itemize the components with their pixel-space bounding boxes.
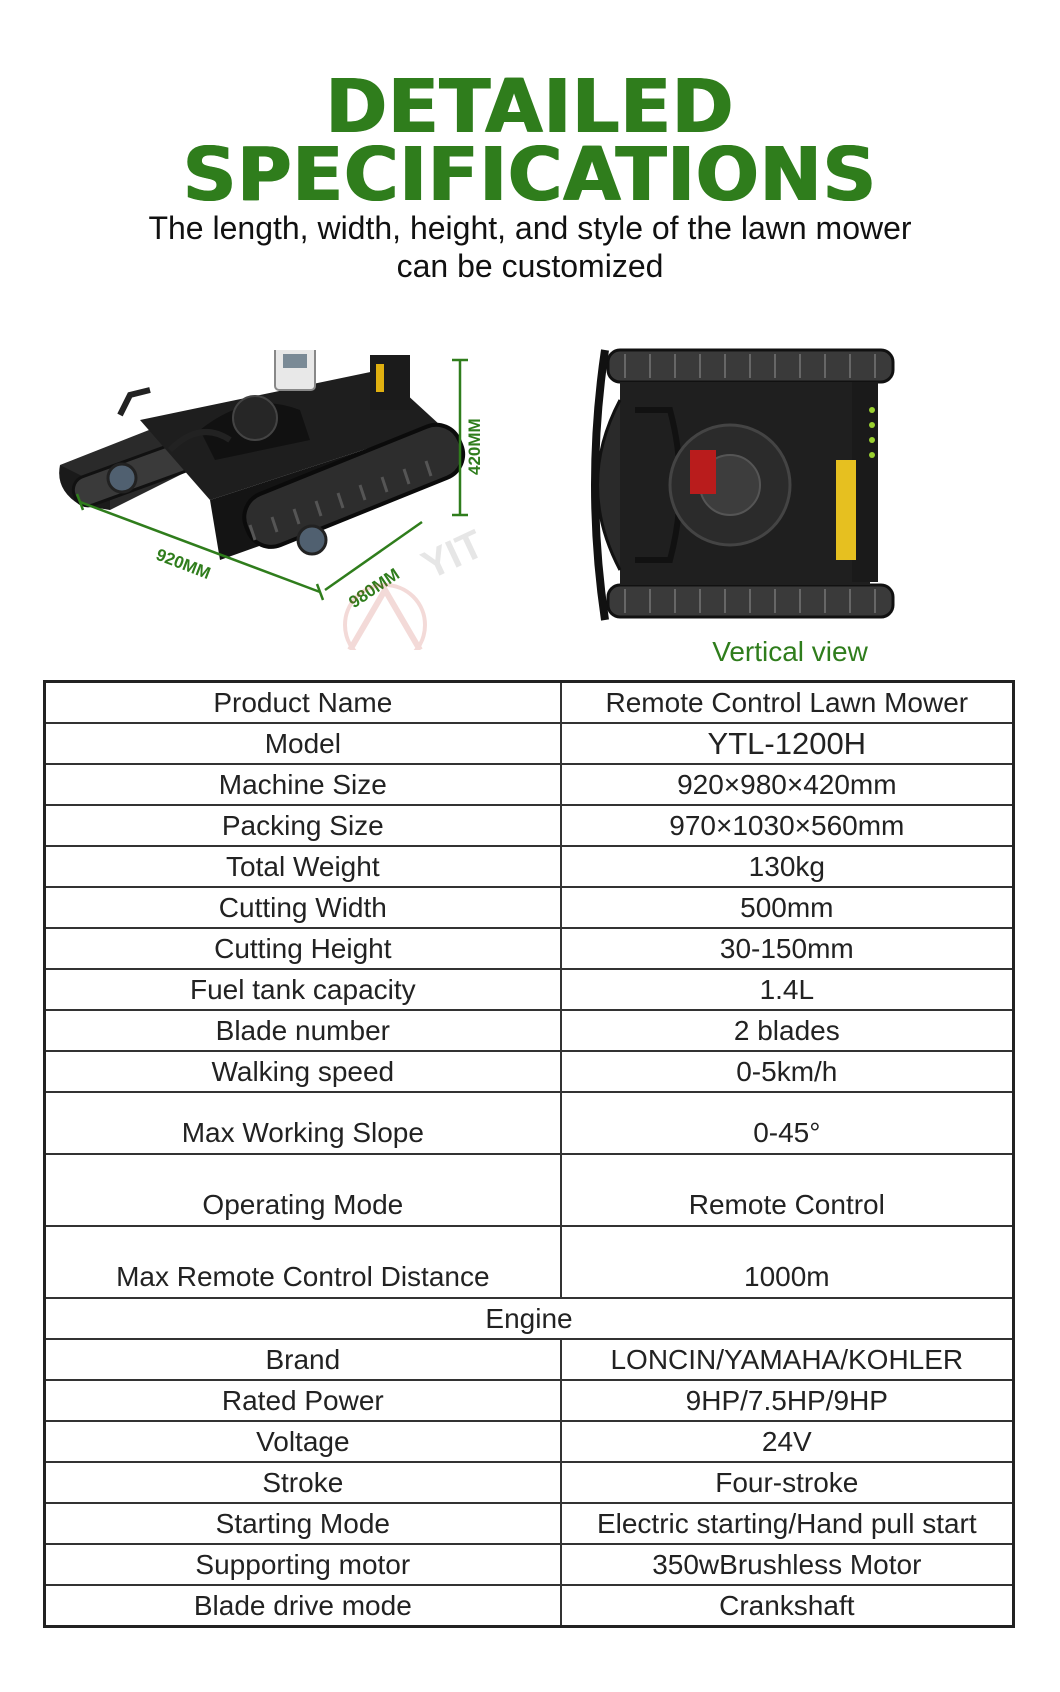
specifications-table: [43, 680, 1015, 1628]
spec-value: 130kg: [561, 846, 1014, 887]
mower-3d-illustration: [50, 350, 530, 650]
spec-value: Remote Control Lawn Mower: [561, 682, 1014, 724]
page-title-line2: SPECIFICATIONS: [183, 132, 877, 218]
spec-label: Max Remote Control Distance: [45, 1226, 561, 1298]
spec-value: 1000m: [561, 1226, 1014, 1298]
engine-heading-row: [45, 1298, 1014, 1339]
table-row: [45, 928, 1014, 969]
table-row: [45, 969, 1014, 1010]
spec-value: 9HP/7.5HP/9HP: [561, 1380, 1014, 1421]
table-row: [45, 1226, 1014, 1298]
spec-value: Electric starting/Hand pull start: [561, 1503, 1014, 1544]
width-dimension-label: 980MM: [345, 564, 403, 612]
spec-label: Cutting Height: [45, 928, 561, 969]
table-row: [45, 682, 1014, 724]
spec-label: Cutting Width: [45, 887, 561, 928]
spec-label: Model: [45, 723, 561, 764]
table-row: [45, 1503, 1014, 1544]
spec-label: Fuel tank capacity: [45, 969, 561, 1010]
spec-label: Brand: [45, 1339, 561, 1380]
subtitle-line1: The length, width, height, and style of the lawn mower: [148, 210, 912, 246]
spec-label: Starting Mode: [45, 1503, 561, 1544]
table-row: [45, 723, 1014, 764]
spec-label: Blade drive mode: [45, 1585, 561, 1627]
spec-label: Product Name: [45, 682, 561, 724]
spec-label: Rated Power: [45, 1380, 561, 1421]
table-row: [45, 1010, 1014, 1051]
vertical-view-caption: Vertical view: [712, 636, 868, 667]
table-row: [45, 887, 1014, 928]
spec-value: 24V: [561, 1421, 1014, 1462]
spec-value: 970×1030×560mm: [561, 805, 1014, 846]
spec-value: 1.4L: [561, 969, 1014, 1010]
spec-label: Packing Size: [45, 805, 561, 846]
subtitle-line2: can be customized: [396, 248, 664, 284]
spec-value: Four-stroke: [561, 1462, 1014, 1503]
spec-value: 920×980×420mm: [561, 764, 1014, 805]
mower-body: [59, 350, 470, 560]
spec-value: Remote Control: [561, 1154, 1014, 1226]
height-dimension-label: 420MM: [465, 418, 484, 475]
spec-label: Operating Mode: [45, 1154, 561, 1226]
spec-value: LONCIN/YAMAHA/KOHLER: [561, 1339, 1014, 1380]
table-row: [45, 1585, 1014, 1627]
spec-label: Total Weight: [45, 846, 561, 887]
spec-value: 2 blades: [561, 1010, 1014, 1051]
table-row: [45, 764, 1014, 805]
spec-value: 500mm: [561, 887, 1014, 928]
table-row: [45, 1092, 1014, 1154]
table-row: [45, 1380, 1014, 1421]
spec-label: Walking speed: [45, 1051, 561, 1092]
table-row: [45, 1421, 1014, 1462]
spec-value: Crankshaft: [561, 1585, 1014, 1627]
page-title-line1: DETAILED: [325, 64, 735, 150]
spec-value: 0-45°: [561, 1092, 1014, 1154]
spec-label: Stroke: [45, 1462, 561, 1503]
spec-value: 0-5km/h: [561, 1051, 1014, 1092]
table-row: [45, 846, 1014, 887]
spec-value: 30-150mm: [561, 928, 1014, 969]
svg-text:YIT: YIT: [415, 521, 491, 589]
spec-label: Supporting motor: [45, 1544, 561, 1585]
spec-label: Max Working Slope: [45, 1092, 561, 1154]
table-row: [45, 805, 1014, 846]
engine-heading: Engine: [45, 1298, 1014, 1339]
table-row: [45, 1544, 1014, 1585]
mower-top-view-illustration: [580, 340, 920, 630]
table-row: [45, 1051, 1014, 1092]
spec-value: 350wBrushless Motor: [561, 1544, 1014, 1585]
spec-label: Machine Size: [45, 764, 561, 805]
table-row: [45, 1462, 1014, 1503]
table-row: [45, 1154, 1014, 1226]
spec-value: YTL-1200H: [561, 723, 1014, 764]
length-dimension-label: 920MM: [153, 544, 214, 584]
spec-label: Blade number: [45, 1010, 561, 1051]
table-row: [45, 1339, 1014, 1380]
spec-label: Voltage: [45, 1421, 561, 1462]
